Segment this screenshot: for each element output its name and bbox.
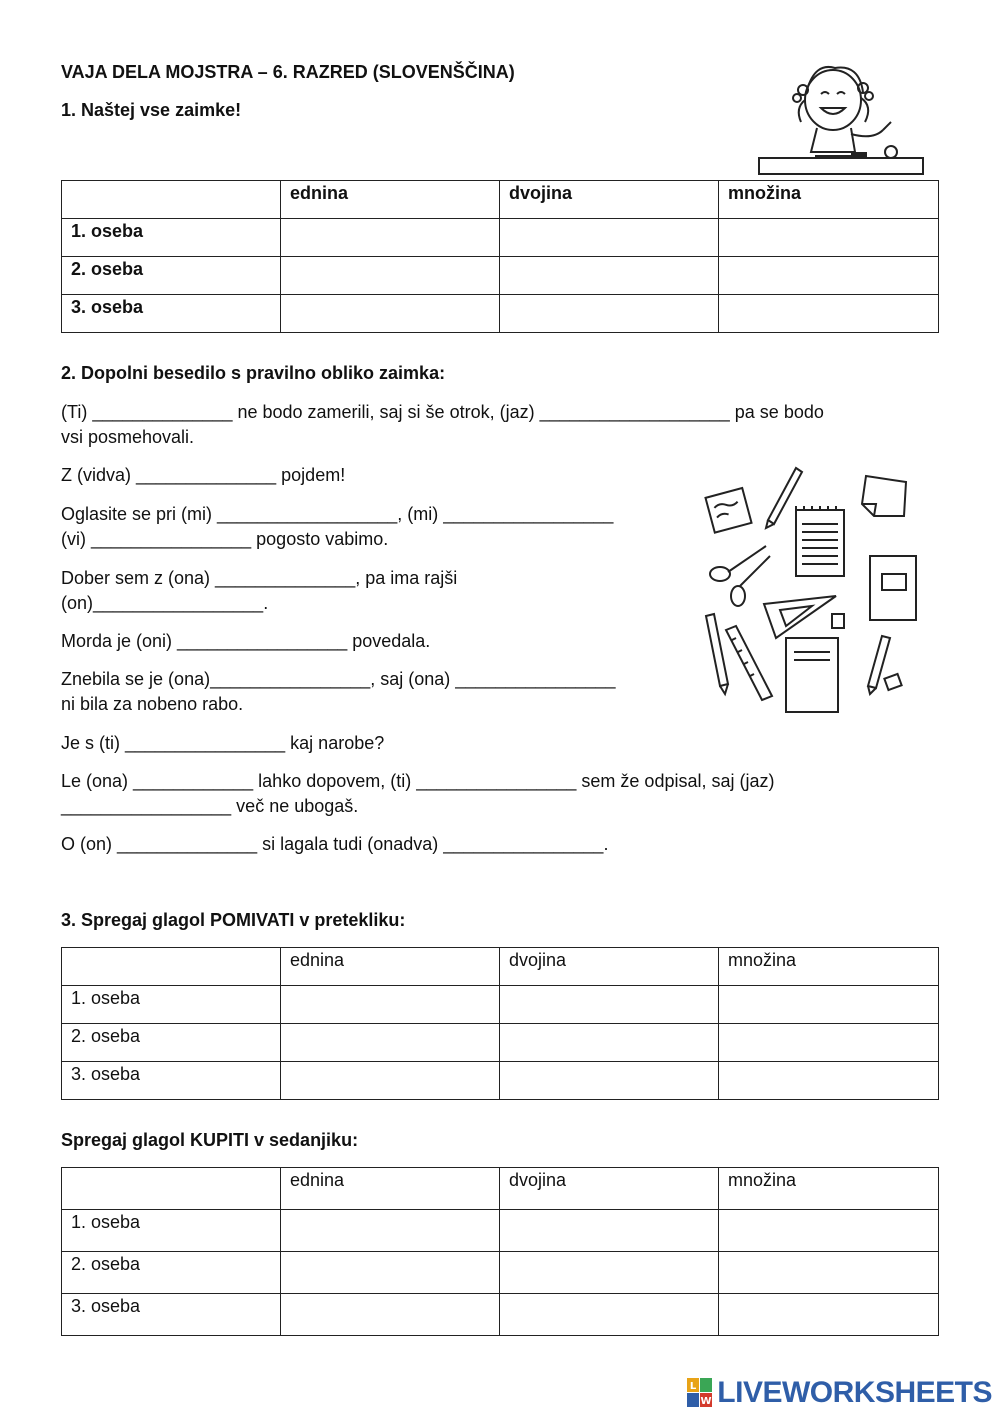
answer-cell[interactable] [500,1210,719,1252]
liveworksheets-logo-text: LIVEWORKSHEETS [717,1376,992,1409]
svg-text:L: L [690,1381,697,1392]
answer-cell[interactable] [281,986,500,1024]
table-row [62,1252,939,1294]
row-label: 3. oseba [62,1062,281,1100]
table-header-row [62,1168,939,1210]
exercise-line[interactable]: Z (vidva) ______________ pojdem! [61,465,346,485]
answer-cell[interactable] [281,1024,500,1062]
exercise-line[interactable]: (Ti) ______________ ne bodo zamerili, saj si še otrok, (jaz) ___________________ pa se bodo [61,402,824,422]
exercise-line[interactable]: (on)_________________. [61,593,269,613]
page-title: VAJA DELA MOJSTRA – 6. RAZRED (SLOVENŠČINA) [61,62,515,82]
row-label: 2. oseba [62,257,281,295]
answer-cell[interactable] [281,219,500,257]
table-header-cell: dvojina [500,1168,719,1210]
table-header-cell [62,948,281,986]
row-label: 2. oseba [62,1252,281,1294]
exercise-line: vsi posmehovali. [61,427,195,447]
answer-cell[interactable] [719,257,939,295]
table-row [62,986,939,1024]
row-label: 3. oseba [62,1294,281,1336]
answer-cell[interactable] [719,986,939,1024]
table-header-cell [62,1168,281,1210]
table-header-cell [62,181,281,219]
table-row [62,1294,939,1336]
answer-cell[interactable] [500,986,719,1024]
exercise-line[interactable]: (vi) ________________ pogosto vabimo. [61,529,389,549]
answer-cell[interactable] [719,1252,939,1294]
table-header-cell: dvojina [500,948,719,986]
answer-cell[interactable] [281,257,500,295]
answer-cell[interactable] [719,1024,939,1062]
kupiti-table [61,1167,939,1336]
table-row [62,219,939,257]
row-label: 1. oseba [62,1210,281,1252]
table-header-cell: dvojina [500,181,719,219]
row-label: 1. oseba [62,219,281,257]
section1-heading: 1. Naštej vse zaimke! [61,100,242,120]
answer-cell[interactable] [500,1294,719,1336]
row-label: 1. oseba [62,986,281,1024]
answer-cell[interactable] [719,1062,939,1100]
school-supplies-illustration [700,462,925,717]
table-row [62,1210,939,1252]
exercise-line[interactable]: Le (ona) ____________ lahko dopovem, (ti) ________________ sem že odpisal, saj (jaz) [61,771,775,791]
section2-heading: 2. Dopolni besedilo s pravilno obliko zaimka: [61,363,446,383]
table-row [62,295,939,333]
table-header-cell: množina [719,948,939,986]
answer-cell[interactable] [281,295,500,333]
table-header-cell: množina [719,181,939,219]
answer-cell[interactable] [500,257,719,295]
table-row [62,1024,939,1062]
girl-teacher-illustration [755,60,927,180]
exercise-line[interactable]: O (on) ______________ si lagala tudi (onadva) ________________. [61,834,609,854]
section3-heading: 3. Spregaj glagol POMIVATI v pretekliku: [61,910,406,930]
table-row [62,1062,939,1100]
answer-cell[interactable] [719,219,939,257]
answer-cell[interactable] [281,1252,500,1294]
liveworksheets-logo[interactable] [687,1376,992,1410]
answer-cell[interactable] [719,1294,939,1336]
answer-cell[interactable] [500,1024,719,1062]
exercise-line[interactable]: Znebila se je (ona)________________, saj (ona) ________________ [61,669,616,689]
table-header-cell: množina [719,1168,939,1210]
answer-cell[interactable] [500,295,719,333]
table-row [62,257,939,295]
answer-cell[interactable] [500,1062,719,1100]
answer-cell[interactable] [500,219,719,257]
answer-cell[interactable] [500,1252,719,1294]
exercise-line[interactable]: Oglasite se pri (mi) __________________, (mi) _________________ [61,504,614,524]
answer-cell[interactable] [281,1210,500,1252]
pomivati-table [61,947,939,1100]
table-header-cell: ednina [281,948,500,986]
table-header-cell: ednina [281,181,500,219]
table-header-row [62,948,939,986]
exercise-line[interactable]: Dober sem z (ona) ______________, pa ima rajši [61,568,458,588]
row-label: 3. oseba [62,295,281,333]
table-header-row [62,181,939,219]
answer-cell[interactable] [719,1210,939,1252]
pronoun-table [61,180,939,333]
answer-cell[interactable] [281,1062,500,1100]
exercise-line[interactable]: Je s (ti) ________________ kaj narobe? [61,733,385,753]
svg-text:W: W [700,1396,712,1407]
answer-cell[interactable] [719,295,939,333]
row-label: 2. oseba [62,1024,281,1062]
exercise-line[interactable]: _________________ več ne ubogaš. [61,796,359,816]
liveworksheets-badge-icon [687,1378,713,1408]
exercise-line: ni bila za nobeno rabo. [61,694,244,714]
section4-heading: Spregaj glagol KUPITI v sedanjiku: [61,1130,359,1150]
table-header-cell: ednina [281,1168,500,1210]
exercise-line[interactable]: Morda je (oni) _________________ povedala. [61,631,431,651]
answer-cell[interactable] [281,1294,500,1336]
